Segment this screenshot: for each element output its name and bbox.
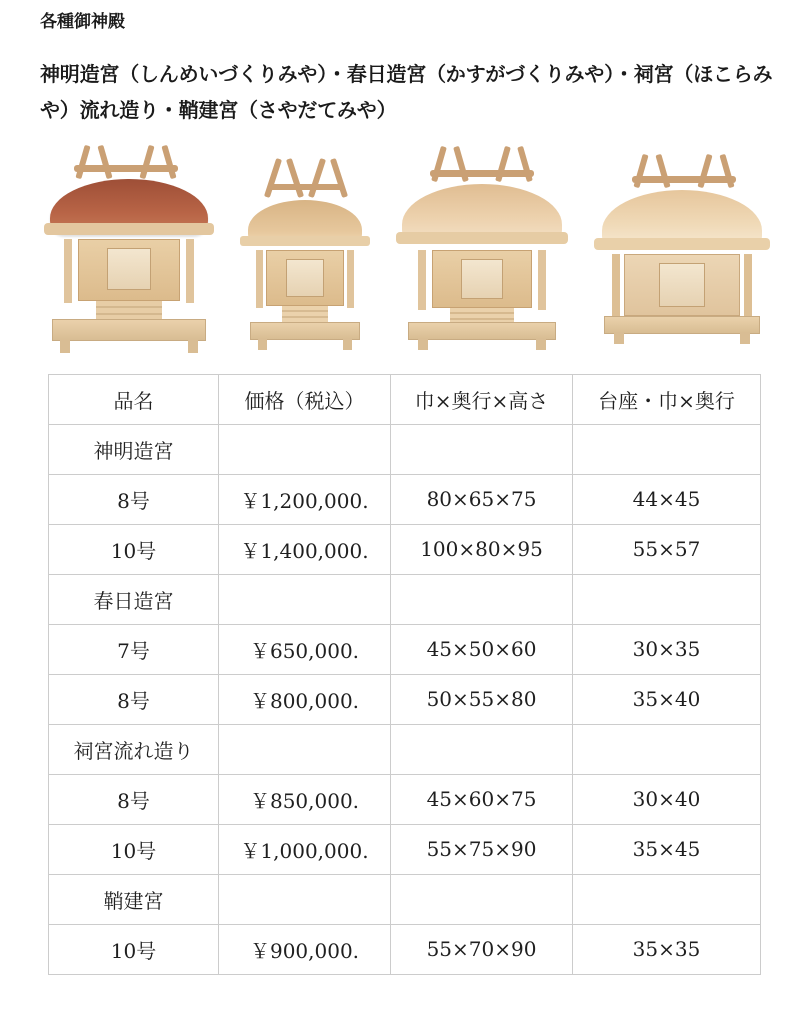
- table-row: [49, 724, 761, 774]
- table-row: [49, 674, 761, 724]
- cell-price: ￥1,400,000.: [219, 524, 391, 574]
- cell-name: 10号: [49, 524, 219, 574]
- table-row: [49, 924, 761, 974]
- table-row: [49, 574, 761, 624]
- cell-name: 春日造宮: [49, 574, 219, 624]
- table-row: [49, 624, 761, 674]
- cell-base: 55×57: [573, 524, 761, 574]
- cell-name: 8号: [49, 674, 219, 724]
- shrine-base-legs: [258, 338, 352, 350]
- cell-price: ￥900,000.: [219, 924, 391, 974]
- cell-price: ￥800,000.: [219, 674, 391, 724]
- cell-price: [219, 424, 391, 474]
- cell-name: 神明造宮: [49, 424, 219, 474]
- cell-base: [573, 724, 761, 774]
- cell-base: [573, 874, 761, 924]
- table-row: [49, 524, 761, 574]
- pricing-table: [48, 374, 761, 975]
- cell-dimensions: 45×50×60: [391, 624, 573, 674]
- page-subtitle: 神明造宮（しんめいづくりみや）・春日造宮（かすがづくりみや）・祠宮（ほこらみや）流れ造り・鞘建宮（さやだてみや）: [40, 61, 773, 122]
- shrine-base-legs: [418, 338, 546, 350]
- shrine-image-kasuga: [240, 158, 370, 358]
- cell-dimensions: [391, 424, 573, 474]
- roof: [594, 182, 770, 256]
- cell-price: [219, 874, 391, 924]
- shrine-pillars: [256, 250, 354, 308]
- table-row: [49, 824, 761, 874]
- cell-name: 8号: [49, 474, 219, 524]
- cell-price: [219, 574, 391, 624]
- cell-dimensions: 50×55×80: [391, 674, 573, 724]
- cell-name: 10号: [49, 924, 219, 974]
- roof: [240, 194, 370, 250]
- cell-name: 祠宮流れ造り: [49, 724, 219, 774]
- cell-price: ￥850,000.: [219, 774, 391, 824]
- cell-dimensions: 100×80×95: [391, 524, 573, 574]
- cell-price: [219, 724, 391, 774]
- cell-dimensions: [391, 574, 573, 624]
- shrine-gallery: [0, 128, 800, 358]
- cell-dimensions: 55×75×90: [391, 824, 573, 874]
- cell-name: 7号: [49, 624, 219, 674]
- table-row: [49, 474, 761, 524]
- cell-base: 35×40: [573, 674, 761, 724]
- cell-base: 30×35: [573, 624, 761, 674]
- column-header-price: 価格（税込）: [219, 374, 391, 424]
- table-header-row: [49, 374, 761, 424]
- pricing-table-container: [0, 358, 800, 995]
- shrine-image-hokora: [396, 146, 568, 358]
- column-header-name: 品名: [49, 374, 219, 424]
- cell-name: 8号: [49, 774, 219, 824]
- table-row: [49, 424, 761, 474]
- roof: [44, 169, 214, 239]
- chigi-ornament-icon: [240, 158, 370, 198]
- shrine-pillars: [612, 254, 752, 318]
- cell-dimensions: 80×65×75: [391, 474, 573, 524]
- shrine-base-legs: [60, 339, 198, 353]
- shrine-image-sayadate: [594, 154, 770, 358]
- table-row: [49, 874, 761, 924]
- cell-dimensions: 55×70×90: [391, 924, 573, 974]
- cell-dimensions: [391, 874, 573, 924]
- shrine-image-shinmei: [44, 143, 214, 358]
- shrine-base-legs: [614, 332, 750, 344]
- cell-price: ￥1,000,000.: [219, 824, 391, 874]
- cell-dimensions: [391, 724, 573, 774]
- cell-price: ￥650,000.: [219, 624, 391, 674]
- cell-base: [573, 574, 761, 624]
- cell-name: 10号: [49, 824, 219, 874]
- cell-base: 44×45: [573, 474, 761, 524]
- table-row: [49, 774, 761, 824]
- shrine-pillars: [64, 239, 194, 303]
- cell-base: 30×40: [573, 774, 761, 824]
- cell-base: [573, 424, 761, 474]
- cell-price: ￥1,200,000.: [219, 474, 391, 524]
- column-header-dimensions: 巾×奥行×高さ: [391, 374, 573, 424]
- shrine-base: [52, 319, 206, 341]
- page-title: 各種御神殿: [40, 12, 125, 32]
- column-header-base: 台座・巾×奥行: [573, 374, 761, 424]
- cell-name: 鞘建宮: [49, 874, 219, 924]
- cell-base: 35×45: [573, 824, 761, 874]
- cell-dimensions: 45×60×75: [391, 774, 573, 824]
- cell-base: 35×35: [573, 924, 761, 974]
- roof: [396, 176, 568, 250]
- shrine-pillars: [418, 250, 546, 310]
